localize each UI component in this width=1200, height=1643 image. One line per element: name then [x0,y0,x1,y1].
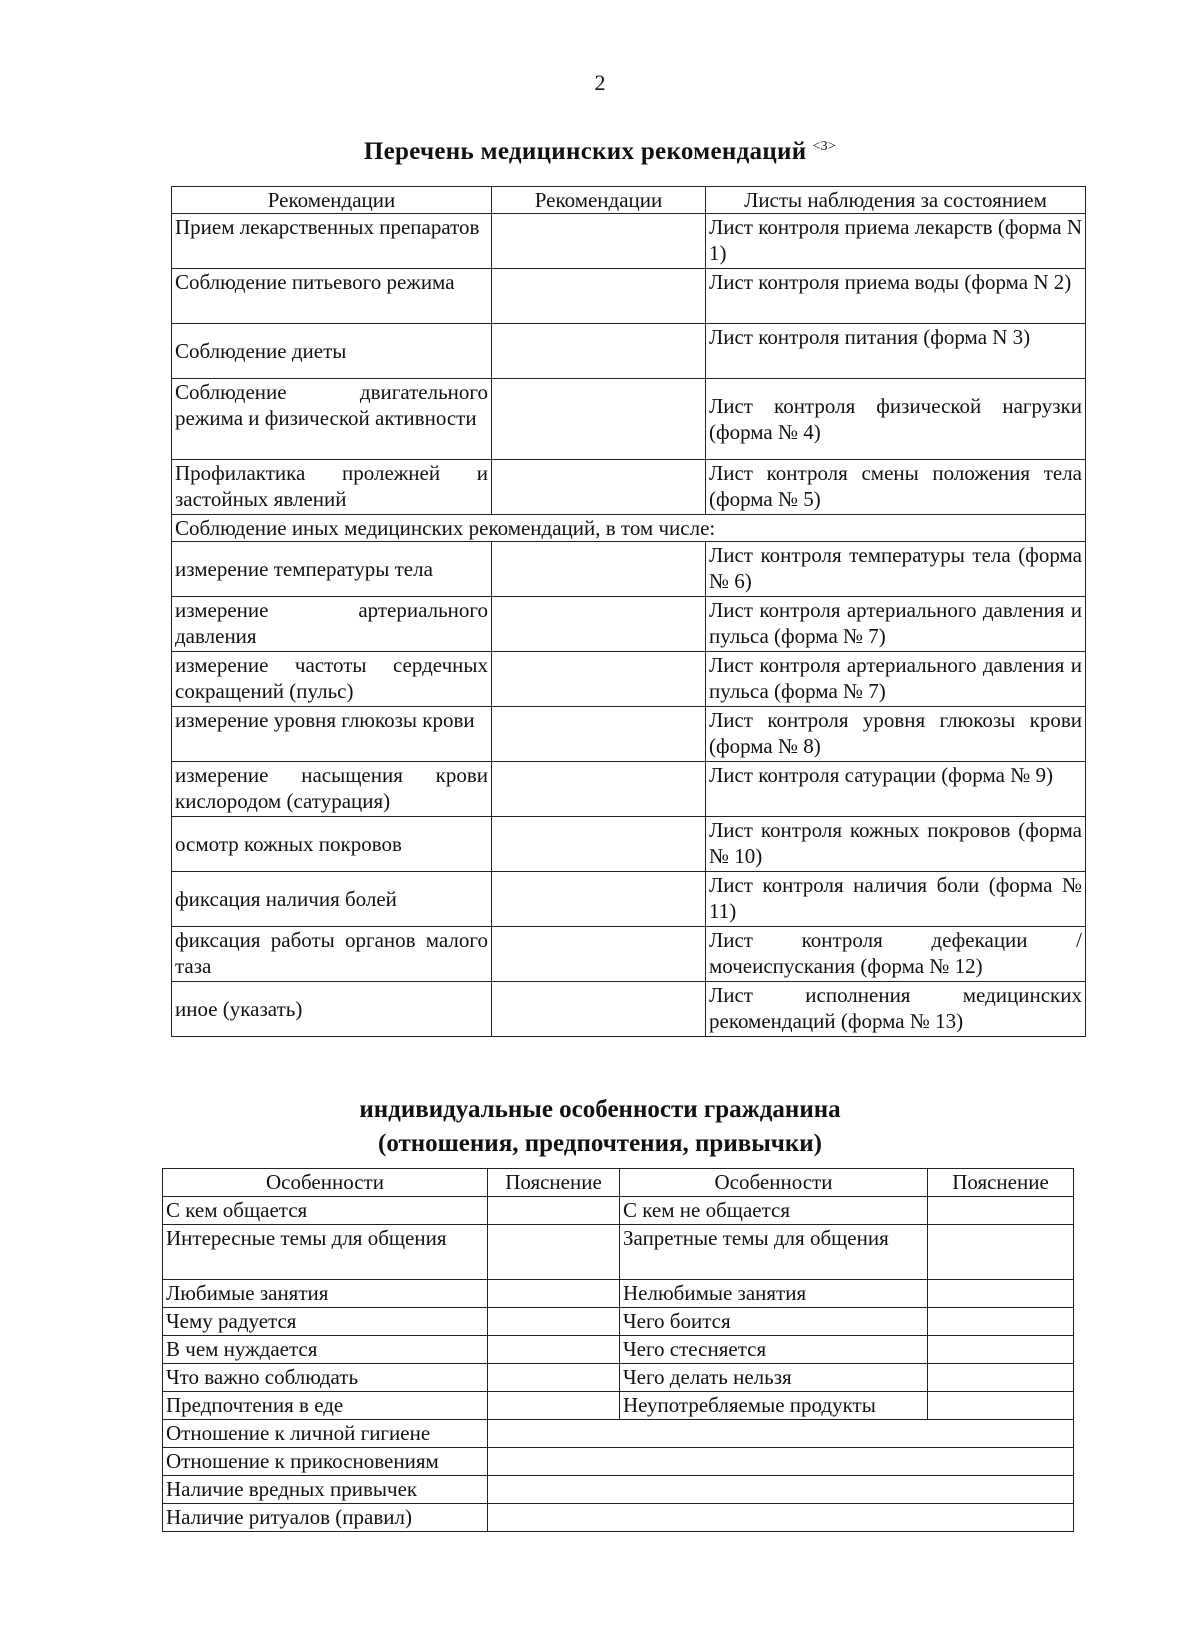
table-row [172,762,1086,817]
table-row [163,1476,1074,1504]
table-row [172,542,1086,597]
input-cell[interactable] [492,927,706,982]
note-cell-wide[interactable] [488,1420,1074,1448]
sheet-cell: Лист контроля смены положения тела (форма № 5) [706,460,1086,515]
page-title [0,138,1200,166]
feature-cell: В чем нуждается [163,1336,488,1364]
note-cell[interactable] [928,1280,1074,1308]
feature-cell: Интересные темы для общения [163,1225,488,1280]
note-cell-wide[interactable] [488,1504,1074,1532]
feature-cell: Любимые занятия [163,1280,488,1308]
recommendation-cell: Соблюдение двигательного режима и физической активности [172,379,492,460]
feature-cell: Нелюбимые занятия [620,1280,928,1308]
header-cell: Особенности [620,1169,928,1197]
section-title [0,1093,1200,1161]
table-row [172,982,1086,1037]
recommendation-cell: Прием лекарственных препаратов [172,214,492,269]
feature-cell: Что важно соблюдать [163,1364,488,1392]
feature-cell: Наличие ритуалов (правил) [163,1504,488,1532]
table-row [172,269,1086,324]
subheader-cell: Соблюдение иных медицинских рекомендаций, в том числе: [172,515,1086,542]
header-cell: Пояснение [928,1169,1074,1197]
note-cell[interactable] [928,1392,1074,1420]
note-cell[interactable] [488,1336,620,1364]
table-header-row [163,1169,1074,1197]
note-cell-wide[interactable] [488,1476,1074,1504]
feature-cell: Запретные темы для общения [620,1225,928,1280]
sheet-cell: Лист контроля дефекации / мочеиспускания (форма № 12) [706,927,1086,982]
table-row [172,324,1086,379]
table-row [172,927,1086,982]
recommendations-table [171,186,1086,1037]
input-cell[interactable] [492,872,706,927]
table-row [163,1364,1074,1392]
note-cell[interactable] [488,1364,620,1392]
input-cell[interactable] [492,460,706,515]
recommendation-cell: фиксация наличия болей [172,872,492,927]
table-row [163,1225,1074,1280]
table-row [163,1420,1074,1448]
note-cell[interactable] [928,1308,1074,1336]
note-cell[interactable] [488,1392,620,1420]
table-subheader-row [172,515,1086,542]
recommendation-cell: Соблюдение питьевого режима [172,269,492,324]
feature-cell: Чему радуется [163,1308,488,1336]
page-title-text: Перечень медицинских рекомендаций [363,138,807,165]
input-cell[interactable] [492,324,706,379]
table-row [163,1448,1074,1476]
input-cell[interactable] [492,762,706,817]
recommendation-cell: фиксация работы органов малого таза [172,927,492,982]
table-header-row [172,187,1086,214]
note-cell[interactable] [488,1280,620,1308]
input-cell[interactable] [492,214,706,269]
input-cell[interactable] [492,269,706,324]
table-row [172,460,1086,515]
recommendation-cell: измерение частоты сердечных сокращений (пульс) [172,652,492,707]
feature-cell: С кем не общается [620,1197,928,1225]
input-cell[interactable] [492,597,706,652]
sheet-cell: Лист контроля температуры тела (форма № 6) [706,542,1086,597]
section-title-line2: (отношения, предпочтения, привычки) [378,1130,822,1157]
table-row [163,1336,1074,1364]
features-table [162,1168,1074,1532]
note-cell[interactable] [928,1197,1074,1225]
note-cell[interactable] [488,1225,620,1280]
section-title-line1: индивидуальные особенности гражданина [359,1096,841,1123]
header-cell: Рекомендации [492,187,706,214]
table-row [163,1197,1074,1225]
sheet-cell: Лист контроля питания (форма N 3) [706,324,1086,379]
recommendation-cell: Соблюдение диеты [172,324,492,379]
table-row [172,707,1086,762]
input-cell[interactable] [492,542,706,597]
sheet-cell: Лист контроля приема лекарств (форма N 1) [706,214,1086,269]
input-cell[interactable] [492,379,706,460]
note-cell[interactable] [488,1308,620,1336]
table-row [163,1392,1074,1420]
note-cell[interactable] [488,1197,620,1225]
table-row [163,1280,1074,1308]
input-cell[interactable] [492,707,706,762]
header-cell: Листы наблюдения за состоянием [706,187,1086,214]
recommendation-cell: измерение температуры тела [172,542,492,597]
header-cell: Рекомендации [172,187,492,214]
input-cell[interactable] [492,982,706,1037]
sheet-cell: Лист контроля артериального давления и пульса (форма № 7) [706,652,1086,707]
page-number: 2 [594,70,606,95]
sheet-cell: Лист контроля артериального давления и пульса (форма № 7) [706,597,1086,652]
sheet-cell: Лист контроля приема воды (форма N 2) [706,269,1086,324]
note-cell[interactable] [928,1336,1074,1364]
recommendation-cell: измерение артериального давления [172,597,492,652]
note-cell[interactable] [928,1225,1074,1280]
sheet-cell: Лист контроля сатурации (форма № 9) [706,762,1086,817]
recommendation-cell: измерение насыщения крови кислородом (сатурация) [172,762,492,817]
sheet-cell: Лист контроля наличия боли (форма № 11) [706,872,1086,927]
note-cell[interactable] [928,1364,1074,1392]
table-row [172,817,1086,872]
recommendation-cell: измерение уровня глюкозы крови [172,707,492,762]
sheet-cell: Лист исполнения медицинских рекомендаций (форма № 13) [706,982,1086,1037]
feature-cell: Отношение к личной гигиене [163,1420,488,1448]
recommendation-cell: осмотр кожных покровов [172,817,492,872]
feature-cell: С кем общается [163,1197,488,1225]
sheet-cell: Лист контроля физической нагрузки (форма № 4) [706,379,1086,460]
feature-cell: Отношение к прикосновениям [163,1448,488,1476]
feature-cell: Неупотребляемые продукты [620,1392,928,1420]
header-cell: Особенности [163,1169,488,1197]
header-cell: Пояснение [488,1169,620,1197]
table-row [172,214,1086,269]
table-row [172,872,1086,927]
sheet-cell: Лист контроля кожных покровов (форма № 10) [706,817,1086,872]
table-row [163,1504,1074,1532]
note-cell-wide[interactable] [488,1448,1074,1476]
title-footnote: <3> [812,139,837,154]
input-cell[interactable] [492,817,706,872]
feature-cell: Чего боится [620,1308,928,1336]
feature-cell: Чего делать нельзя [620,1364,928,1392]
recommendation-cell: Профилактика пролежней и застойных явлений [172,460,492,515]
recommendation-cell: иное (указать) [172,982,492,1037]
feature-cell: Предпочтения в еде [163,1392,488,1420]
table-row [172,379,1086,460]
sheet-cell: Лист контроля уровня глюкозы крови (форма № 8) [706,707,1086,762]
input-cell[interactable] [492,652,706,707]
table-row [172,652,1086,707]
table-row [163,1308,1074,1336]
feature-cell: Наличие вредных привычек [163,1476,488,1504]
table-row [172,597,1086,652]
feature-cell: Чего стесняется [620,1336,928,1364]
